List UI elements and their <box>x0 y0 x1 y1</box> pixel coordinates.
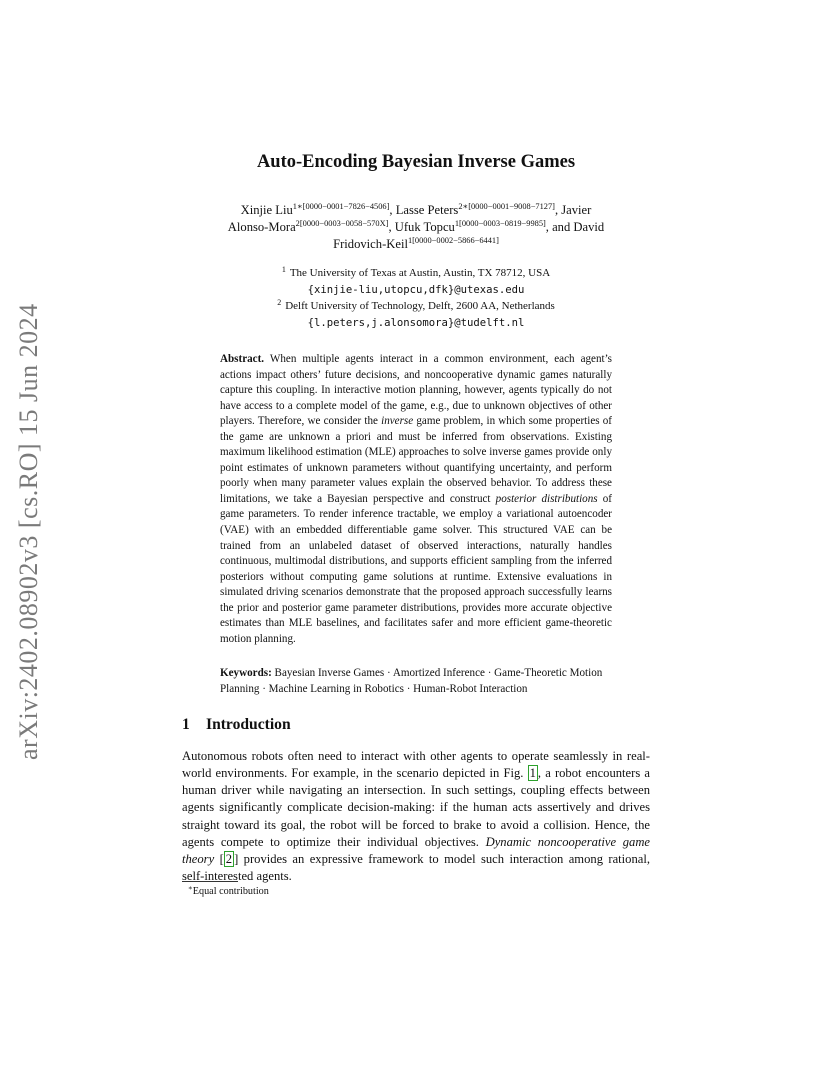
intro-emphasis: Dynamic noncooperative game theory <box>182 834 651 866</box>
intro-text: [ <box>214 851 224 866</box>
author-list <box>182 202 650 253</box>
author-separator: , <box>388 220 395 234</box>
intro-text: , a robot encounters a human driver while navigating an intersection. In such settings, coupling effects between agents significantly complicate decision-making: if the human acts assertively and drives straight toward its goal, the robot will be forced to brake to avoid a collision. Hence, the agents compete to optimize their individual objectives. <box>182 766 650 849</box>
affiliation-name: Delft University of Technology, Delft, 2600 AA, Netherlands <box>285 300 555 312</box>
intro-text: Autonomous robots often need to interact with other agents to operate seamlessly in real-world environments. For example, in the scenario depicted in Fig. <box>182 749 650 781</box>
author-separator: , and David <box>545 220 605 234</box>
footnote-rule <box>182 881 238 882</box>
author-name: Fridovich-Keil <box>333 237 408 251</box>
affiliation-name: The University of Texas at Austin, Austin, TX 78712, USA <box>289 267 551 279</box>
paper-title: Auto-Encoding Bayesian Inverse Games <box>256 152 576 172</box>
author-orcid: 1[0000−0003−0819−9985] <box>454 219 546 228</box>
affiliation-number: 2 <box>277 298 282 307</box>
section-number: 1 <box>182 716 190 733</box>
abstract-text: When multiple agents interact in a common environment, each agent’s actions impact others’ future decisions, and noncooperative dynamic games naturally capture this coupling. In interactive motion planning, however, agents typically do not have access to a complete model of the game, e.g., due to unknown objectives of other players. Therefore, we consider the <box>220 353 612 428</box>
keywords-label: Keywords: <box>220 667 272 679</box>
author-orcid: 2∗[0000−0001−9008−7127] <box>458 202 555 211</box>
arxiv-identifier-stamp: arXiv:2402.08902v3 [cs.RO] 15 Jun 2024 <box>14 303 43 760</box>
abstract-emphasis: inverse <box>381 415 414 428</box>
intro-text: ] provides an expressive framework to model such interaction among rational, self-interested agents. <box>182 851 650 884</box>
abstract <box>220 352 612 647</box>
author-orcid: 2[0000−0003−0058−570X] <box>295 219 389 228</box>
author-name: Lasse Peters <box>395 203 459 217</box>
author-name: Alonso-Mora <box>227 220 296 234</box>
footnote-mark: ∗ <box>188 884 193 892</box>
author-name: Xinjie Liu <box>240 203 293 217</box>
author-orcid: 1[0000−0002−5866−6441] <box>407 236 499 245</box>
keywords-text: Bayesian Inverse Games · Amortized Inference · Game-Theoretic Motion Planning · Machine Learning in Robotics · Human-Robot Interaction <box>220 667 603 695</box>
section-heading <box>182 716 291 734</box>
section-title: Introduction <box>206 716 291 733</box>
affiliation-1-email: {xinjie-liu,utopcu,dfk}@utexas.edu <box>307 283 525 296</box>
affiliations <box>182 265 650 331</box>
author-separator: , Javier <box>554 203 592 217</box>
abstract-text: of game parameters. To render inference tractable, we employ a variational autoencoder (VAE) with an embedded differentiable game solver. This structured VAE can be trained from an unlabeled dataset of observed interactions, naturally handles continuous, multimodal distributions, and supports efficient sampling from the inferred posteriors without computing game solutions at runtime. Extensive evaluations in simulated driving scenarios demonstrate that the proposed approach successfully learns the prior and posterior game parameter distributions, provides more accurate objective estimates than MLE baselines, and facilitates safer and more efficient game-theoretic motion planning. <box>220 492 612 645</box>
figure-reference-link[interactable]: 1 <box>529 766 536 781</box>
keywords <box>220 666 612 697</box>
abstract-emphasis: posterior distributions <box>495 492 598 505</box>
citation-link[interactable]: 2 <box>225 851 233 866</box>
footnote-text: Equal contribution <box>192 886 269 897</box>
author-orcid: 1∗[0000−0001−7826−4506] <box>292 202 390 211</box>
author-name: Ufuk Topcu <box>394 220 455 234</box>
affiliation-2-email: {l.peters,j.alonsomora}@tudelft.nl <box>307 316 525 329</box>
abstract-text: game problem, in which some properties of the game are unknown a priori and must be inferred from observations. Existing maximum likelihood estimation (MLE) approaches to solve inverse games provide only point estimates of unknown parameters without quantifying uncertainty, and perform poorly when many parameter values explain the observed behavior. To address these limitations, we take a Bayesian perspective and construct <box>220 415 612 505</box>
affiliation-number: 1 <box>281 265 286 274</box>
abstract-label: Abstract. <box>220 353 265 365</box>
affiliation-2 <box>182 298 650 315</box>
footnote <box>188 886 269 897</box>
introduction-paragraph <box>182 748 650 885</box>
affiliation-1 <box>182 265 650 282</box>
author-separator: , <box>389 203 396 217</box>
